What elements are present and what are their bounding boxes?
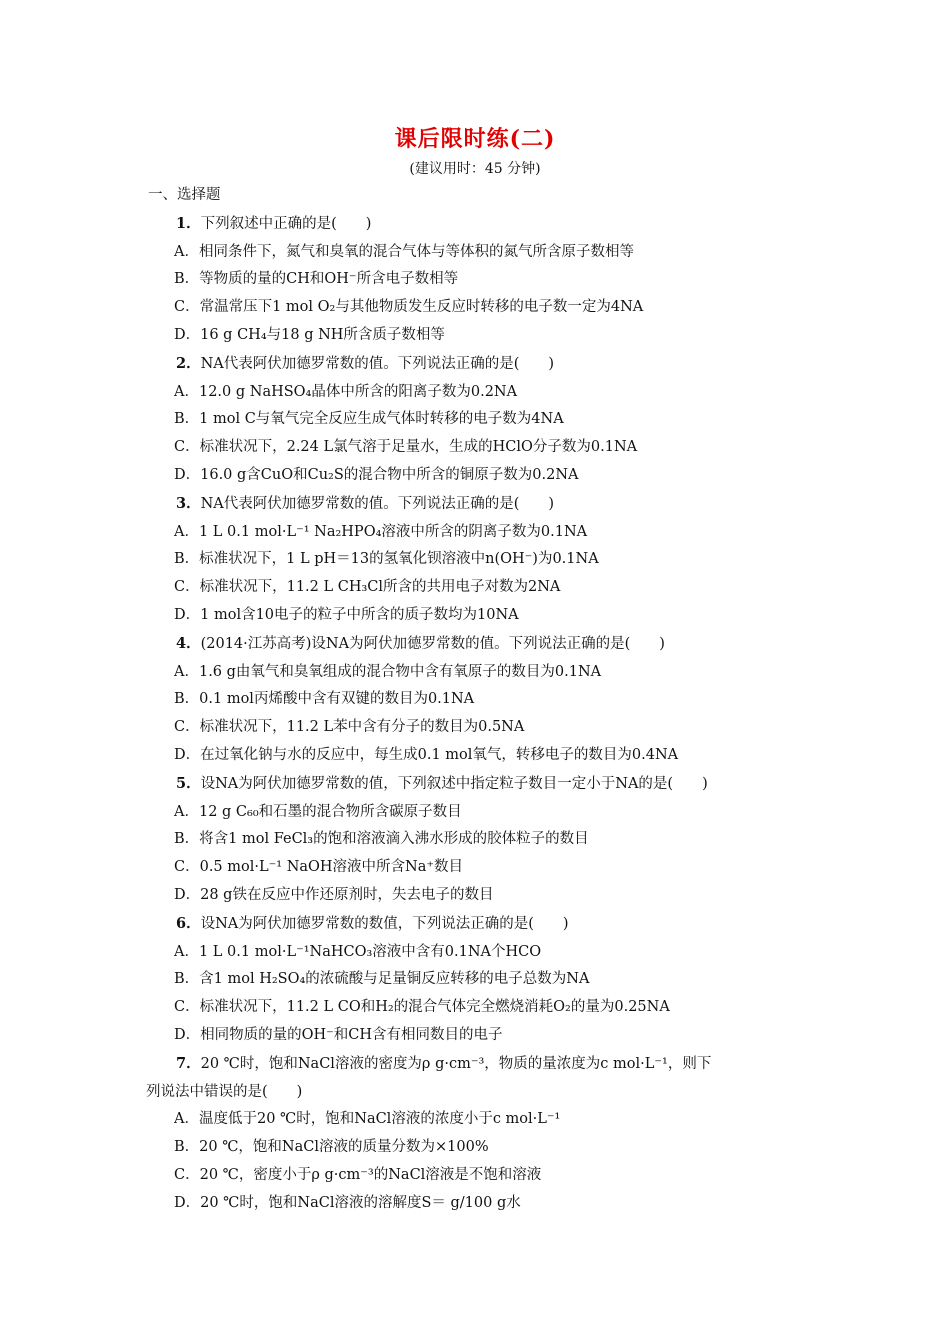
- question-number: 4．: [176, 634, 201, 652]
- question-stem: [148, 350, 818, 379]
- question-number: 2．: [176, 354, 201, 372]
- question-stem: [148, 630, 818, 659]
- question-text: NA代表阿伏加德罗常数的值。下列说法正确的是( ): [200, 495, 555, 512]
- question-text: NA代表阿伏加德罗常数的值。下列说法正确的是( ): [200, 355, 555, 372]
- option: A．相同条件下，氮气和臭氧的混合气体与等体积的氮气所含原子数相等: [174, 243, 634, 260]
- option: A．1.6 g由氧气和臭氧组成的混合物中含有氧原子的数目为0.1NA: [174, 663, 602, 680]
- question-stem: [148, 210, 818, 239]
- question-text-continued: 列说法中错误的是( ): [146, 1083, 303, 1100]
- option: B．等物质的量的CH和OH⁻所含电子数相等: [174, 271, 459, 288]
- question-number: 7．: [176, 1054, 201, 1072]
- option: A．1 L 0.1 mol·L⁻¹NaHCO₃溶液中含有0.1NA个HCO: [174, 943, 542, 960]
- option: B．将含1 mol FeCl₃的饱和溶液滴入沸水形成的胶体粒子的数目: [174, 831, 589, 848]
- question-text: 设NA为阿伏加德罗常数的数值，下列说法正确的是( ): [200, 915, 569, 932]
- page-subtitle: (建议用时：45 分钟): [409, 161, 541, 177]
- question-text: (2014·江苏高考)设NA为阿伏加德罗常数的值。下列说法正确的是( ): [200, 635, 665, 652]
- option: D．16 g CH₄与18 g NH所含质子数相等: [174, 326, 445, 343]
- option: C．标准状况下，2.24 L氯气溶于足量水，生成的HClO分子数为0.1NA: [174, 439, 638, 456]
- page-title: 课后限时练(二): [394, 126, 556, 152]
- option: A．1 L 0.1 mol·L⁻¹ Na₂HPO₄溶液中所含的阴离子数为0.1NA: [174, 523, 588, 540]
- option: D．20 ℃时，饱和NaCl溶液的溶解度S＝ g/100 g水: [174, 1194, 521, 1211]
- option: B．1 mol C与氧气完全反应生成气体时转移的电子数为4NA: [174, 411, 564, 428]
- question-stem: [148, 1050, 818, 1079]
- option: A．12.0 g NaHSO₄晶体中所含的阳离子数为0.2NA: [174, 383, 518, 400]
- question-number: 5．: [176, 774, 201, 792]
- section-heading: 一、选择题: [148, 187, 221, 203]
- option: B．20 ℃，饱和NaCl溶液的质量分数为×100%: [174, 1139, 489, 1156]
- question-stem: [148, 770, 818, 799]
- option: A．12 g C₆₀和石墨的混合物所含碳原子数目: [174, 803, 462, 820]
- option: C．标准状况下，11.2 L CO和H₂的混合气体完全燃烧消耗O₂的量为0.25NA: [174, 999, 670, 1016]
- question-number: 6．: [176, 914, 201, 932]
- option: A．温度低于20 ℃时，饱和NaCl溶液的浓度小于c mol·L⁻¹: [174, 1111, 561, 1128]
- question-text: 设NA为阿伏加德罗常数的值，下列叙述中指定粒子数目一定小于NA的是( ): [200, 775, 708, 792]
- option: D．相同物质的量的OH⁻和CH含有相同数目的电子: [174, 1026, 503, 1043]
- option: D．28 g铁在反应中作还原剂时，失去电子的数目: [174, 886, 494, 903]
- question-number: 1．: [176, 214, 201, 232]
- question-number: 3．: [176, 494, 201, 512]
- option: B．0.1 mol丙烯酸中含有双键的数目为0.1NA: [174, 691, 475, 708]
- option: C．20 ℃，密度小于ρ g·cm⁻³的NaCl溶液是不饱和溶液: [174, 1166, 542, 1183]
- option: C．常温常压下1 mol O₂与其他物质发生反应时转移的电子数一定为4NA: [174, 299, 644, 316]
- option: B．含1 mol H₂SO₄的浓硫酸与足量铜反应转移的电子总数为NA: [174, 971, 590, 988]
- question-stem: [148, 910, 818, 939]
- option: D．1 mol含10电子的粒子中所含的质子数均为10NA: [174, 606, 519, 623]
- option: B．标准状况下，1 L pH＝13的氢氧化钡溶液中n(OH⁻)为0.1NA: [174, 551, 599, 568]
- question-text: 20 ℃时，饱和NaCl溶液的密度为ρ g·cm⁻³，物质的量浓度为c mol·L⁻¹，则下: [200, 1055, 712, 1072]
- option: D．在过氧化钠与水的反应中，每生成0.1 mol氧气，转移电子的数目为0.4NA: [174, 746, 679, 763]
- question-text: 下列叙述中正确的是( ): [200, 215, 372, 232]
- option: C．标准状况下，11.2 L CH₃Cl所含的共用电子对数为2NA: [174, 579, 561, 596]
- option: C．0.5 mol·L⁻¹ NaOH溶液中所含Na⁺数目: [174, 859, 464, 876]
- document-body: [148, 182, 818, 1217]
- option: D．16.0 g含CuO和Cu₂S的混合物中所含的铜原子数为0.2NA: [174, 466, 579, 483]
- option: C．标准状况下，11.2 L苯中含有分子的数目为0.5NA: [174, 719, 525, 736]
- question-stem: [148, 490, 818, 519]
